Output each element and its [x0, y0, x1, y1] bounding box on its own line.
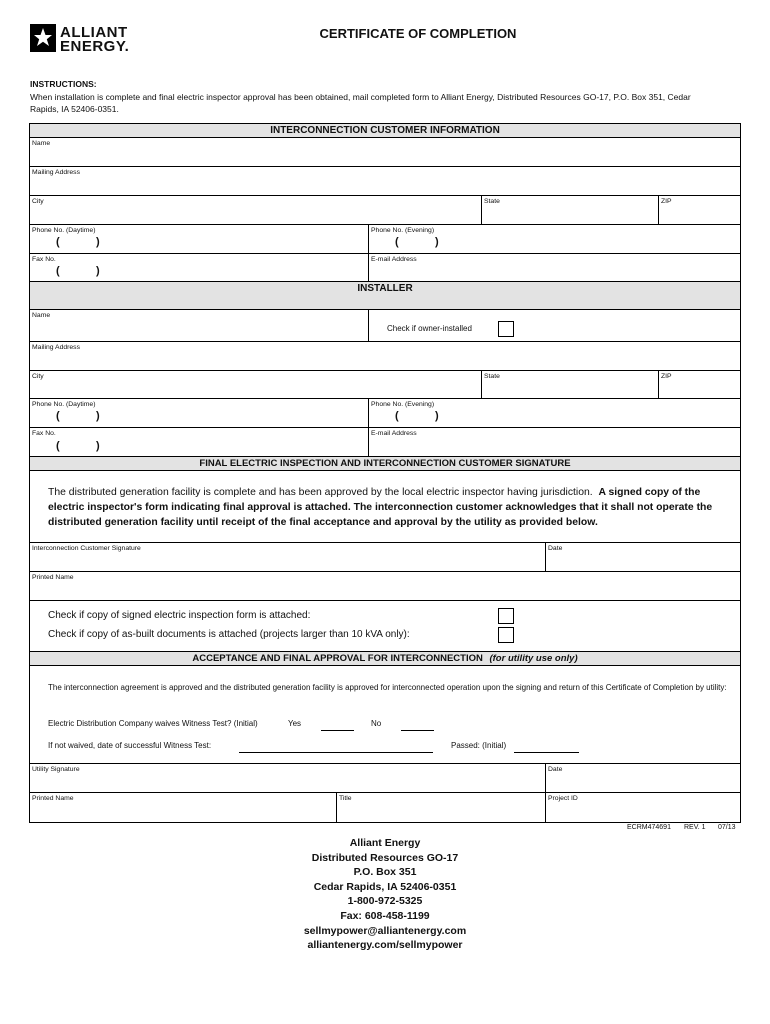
customer-city-label: City — [32, 198, 44, 205]
installer-phone-row — [30, 399, 740, 428]
installer-phone-eve-label: Phone No. (Evening) — [371, 401, 435, 408]
customer-printed-name-label: Printed Name — [32, 574, 74, 581]
installer-fax-label: Fax No. — [32, 430, 56, 437]
paren-open: ( — [395, 410, 399, 422]
customer-mailing-field[interactable] — [30, 167, 740, 196]
paren-open: ( — [56, 410, 60, 422]
form-code: ECRM474691 — [627, 824, 671, 831]
project-id-label: Project ID — [548, 795, 578, 802]
section-header-acceptance — [30, 652, 740, 666]
inspection-form-checkbox[interactable] — [498, 608, 514, 624]
form-date: 07/13 — [718, 824, 736, 831]
section-header-inspection — [30, 457, 740, 471]
acceptance-heading: ACCEPTANCE AND FINAL APPROVAL FOR INTERCONNECTION — [192, 653, 483, 664]
utility-printed-name-label: Printed Name — [32, 795, 74, 802]
logo-line2: ENERGY. — [60, 38, 130, 55]
address-line: Distributed Resources GO-17 — [311, 851, 459, 864]
asbuilt-check-label: Check if copy of as-built documents is attached (projects larger than 10 kVA only): — [48, 629, 410, 640]
asbuilt-checkbox[interactable] — [498, 627, 514, 643]
inspection-text-normal: The distributed generation facility is complete and has been approved by the local electric inspector having jurisdiction. — [48, 487, 593, 498]
utility-signature-label: Utility Signature — [32, 766, 80, 773]
paren-open: ( — [56, 236, 60, 248]
customer-email-label: E-mail Address — [371, 256, 417, 263]
instructions-heading: INSTRUCTIONS: — [30, 79, 97, 89]
paren-close: ) — [435, 410, 439, 422]
inspection-text — [48, 485, 723, 530]
address-line: P.O. Box 351 — [353, 866, 417, 879]
customer-phone-row — [30, 225, 740, 254]
customer-signature-row — [30, 543, 740, 572]
attachment-checks — [30, 601, 740, 652]
section-header-installer — [30, 282, 740, 310]
installer-mailing-label: Mailing Address — [32, 344, 80, 351]
paren-open: ( — [56, 440, 60, 452]
installer-state-label: State — [484, 373, 500, 380]
acceptance-heading-italic: (for utility use only) — [489, 653, 578, 664]
page-title: CERTIFICATE OF COMPLETION — [319, 26, 517, 41]
customer-phone-eve-label: Phone No. (Evening) — [371, 227, 435, 234]
witness-test-date-input[interactable] — [239, 752, 433, 753]
form-revision: REV. 1 — [684, 824, 706, 831]
waive-yes-initial[interactable] — [321, 730, 354, 731]
address-line: Cedar Rapids, IA 52406-0351 — [313, 880, 457, 893]
acceptance-text: The interconnection agreement is approved and the distributed generation facility is approved for interconnected operation upon the signing and return of this Certificate of Completion by utility: — [48, 683, 727, 692]
passed-initial[interactable] — [514, 752, 579, 753]
customer-zip-label: ZIP — [661, 198, 672, 205]
paren-open: ( — [56, 265, 60, 277]
passed-label: Passed: (Initial) — [451, 741, 507, 750]
paren-close: ) — [96, 236, 100, 248]
customer-city-row — [30, 196, 740, 225]
inspection-form-check-label: Check if copy of signed electric inspection form is attached: — [48, 610, 311, 621]
paren-close: ) — [96, 440, 100, 452]
customer-name-label: Name — [32, 140, 51, 147]
customer-signature-label: Interconnection Customer Signature — [32, 545, 141, 552]
waive-no-label: No — [371, 719, 382, 728]
customer-mailing-label: Mailing Address — [32, 169, 80, 176]
installer-city-label: City — [32, 373, 44, 380]
customer-phone-day-label: Phone No. (Daytime) — [32, 227, 96, 234]
installer-phone-day-label: Phone No. (Daytime) — [32, 401, 96, 408]
installer-name-label: Name — [32, 312, 51, 319]
acceptance-statement — [30, 666, 740, 764]
utility-printed-row — [30, 793, 740, 822]
waive-label: Electric Distribution Company waives Witness Test? (Initial) — [48, 719, 258, 728]
waive-yes-label: Yes — [288, 719, 302, 728]
inspection-statement — [30, 471, 740, 543]
inspection-text-bold: A signed copy of the electric inspector's form indicating final approval is attached. The interconnection customer acknowledges that it shall not operate the distributed generation facility until receipt of the final acceptance and approval by the utility as provided below. — [48, 487, 713, 528]
fax-line: Fax: 608-458-1199 — [340, 909, 430, 922]
customer-signature-date-label: Date — [548, 545, 563, 552]
installer-mailing-field[interactable] — [30, 342, 740, 371]
customer-printed-name-field[interactable] — [30, 572, 740, 601]
customer-state-label: State — [484, 198, 500, 205]
waive-no-initial[interactable] — [401, 730, 434, 731]
inspection-heading: FINAL ELECTRIC INSPECTION AND INTERCONNECTION CUSTOMER SIGNATURE — [199, 458, 571, 469]
owner-installed-checkbox[interactable] — [498, 321, 514, 337]
installer-email-label: E-mail Address — [371, 430, 417, 437]
section-header-customer — [30, 124, 740, 138]
customer-heading: INTERCONNECTION CUSTOMER INFORMATION — [270, 125, 500, 136]
installer-fax-row — [30, 428, 740, 457]
paren-close: ) — [96, 265, 100, 277]
completion-form — [29, 123, 741, 823]
utility-signature-row — [30, 764, 740, 793]
owner-installed-label: Check if owner-installed — [387, 324, 472, 333]
installer-name-row — [30, 310, 740, 342]
paren-open: ( — [395, 236, 399, 248]
customer-fax-label: Fax No. — [32, 256, 56, 263]
installer-zip-label: ZIP — [661, 373, 672, 380]
installer-city-row — [30, 371, 740, 399]
paren-close: ) — [96, 410, 100, 422]
address-line: Alliant Energy — [349, 837, 421, 849]
witness-test-date-label: If not waived, date of successful Witness Test: — [48, 741, 212, 750]
instructions-text: When installation is complete and final electric inspector approval has been obtained, mail completed form to Alliant Energy, Distributed Resources GO-17, P.O. Box 351, Cedar Rapids, IA 52406-0351. — [30, 92, 691, 114]
mailing-address-block — [0, 836, 770, 953]
email-link[interactable]: sellmypower@alliantenergy.com — [303, 924, 467, 937]
website-link[interactable]: alliantenergy.com/sellmypower — [307, 939, 463, 952]
paren-close: ) — [435, 236, 439, 248]
installer-heading: INSTALLER — [357, 283, 413, 294]
logo-line1: ALLIANT — [60, 24, 128, 41]
customer-name-field[interactable] — [30, 138, 740, 167]
utility-date-label: Date — [548, 766, 563, 773]
utility-title-label: Title — [339, 795, 352, 802]
phone-line: 1-800-972-5325 — [347, 895, 423, 908]
customer-fax-row — [30, 254, 740, 282]
